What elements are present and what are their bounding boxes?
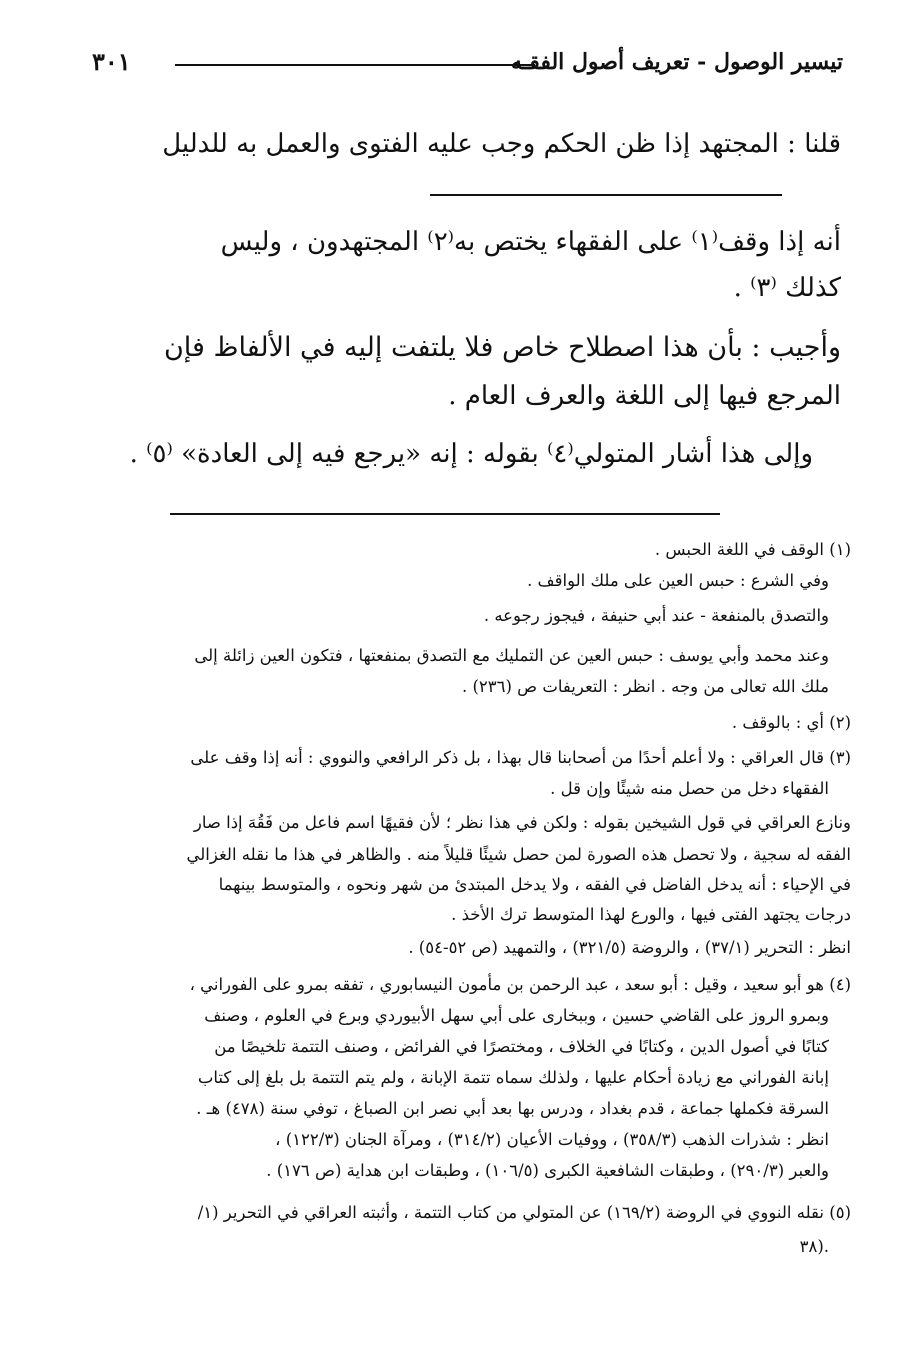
footnote-5-line-1: (٥) نقله النووي في الروضة (١٦٩/٢) عن المتولي من كتاب التتمة ، وأثبته العراقي في التحرير (١/: [197, 1203, 851, 1222]
footnote-1-line-3: والتصدق بالمنفعة - عند أبي حنيفة ، فيجوز رجوعه .: [483, 606, 829, 625]
footnote-2-line-1: (٢) أي : بالوقف .: [731, 713, 851, 732]
footnote-3-line-1: (٣) قال العراقي : ولا أعلم أحدًا من أصحابنا قال بهذا ، بل ذكر الرافعي والنووي : أنه إذا وقف على: [190, 748, 851, 767]
footnote-3-line-4: الفقه له سجية ، ولا تحصل هذه الصورة لمن حصل شيئًا قليلاً منه . والظاهر في هذا ما نقله الغزالي: [186, 845, 851, 864]
footnote-1-line-1: (١) الوقف في اللغة الحبس .: [654, 540, 851, 559]
footnote-3-line-2: الفقهاء دخل من حصل منه شيئًا وإن قل .: [550, 779, 829, 798]
footnote-4-line-7: والعبر (٢٩٠/٣) ، وطبقات الشافعية الكبرى (١٠٦/٥) ، وطبقات ابن هداية (ص ١٧٦) .: [266, 1161, 829, 1180]
footnote-4-line-1: (٤) هو أبو سعيد ، وقيل : أبو سعد ، عبد الرحمن بن مأمون النيسابوري ، تفقه بمرو على الفوراني ،: [189, 975, 851, 994]
footnote-1-line-5: ملك الله تعالى من وجه . انظر : التعريفات ص (٢٣٦) .: [461, 677, 829, 696]
main-text-line-2: أنه إذا وقف⁽١⁾ على الفقهاء يختص به⁽٢⁾ المجتهدون ، وليس: [220, 227, 841, 257]
footnote-3-line-7: انظر : التحرير (٣٧/١) ، والروضة (٣٢١/٥) ، والتمهيد (ص ٥٢-٥٤) .: [408, 938, 851, 957]
footnote-3-line-5: في الإحياء : أنه يدخل الفاضل في الفقه ، ولا يدخل المبتدئ من شهر ونحوه ، والمتوسط بينهما: [218, 875, 851, 894]
footnote-4-line-2: وبمرو الروز على القاضي حسين ، وببخارى على أبي سهل الأبيوردي وبرع في العلوم ، وصنف: [204, 1006, 829, 1025]
footnote-4-line-4: إبانة الفوراني مع زيادة أحكام عليها ، ولذلك سماه تتمة الإبانة ، ولم يتم التتمة بل بلغ إلى كتاب: [197, 1068, 829, 1087]
running-header-title: تيسير الوصول - تعريف أصول الفقـه: [510, 49, 843, 75]
footnote-4-line-3: كتابًا في أصول الدين ، وكتابًا في الخلاف ، ومختصرًا في الفرائض ، وصنف التتمة تلخيصًا من: [214, 1037, 829, 1056]
footnote-separator: [170, 513, 720, 515]
footnote-3-line-3: ونازع العراقي في قول الشيخين بقوله : ولكن في هذا نظر ؛ لأن فقيهًا اسم فاعل من فَقُهَ إذا صار: [193, 813, 851, 832]
footnote-4-line-6: انظر : شذرات الذهب (٣٥٨/٣) ، ووفيات الأعيان (٣١٤/٢) ، ومرآة الجنان (١٢٢/٣) ،: [275, 1130, 829, 1149]
footnote-3-line-6: درجات يجتهد الفتى فيها ، والورع لهذا المتوسط ترك الأخذ .: [451, 905, 851, 924]
main-text-line-6: وإلى هذا أشار المتولي⁽٤⁾ بقوله : إنه «يرجع فيه إلى العادة» ⁽٥⁾ .: [129, 439, 813, 469]
footnote-5-line-2: ٣٨).: [799, 1237, 829, 1256]
main-text-line-4: وأجيب : بأن هذا اصطلاح خاص فلا يلتفت إليه في الألفاظ فإن: [163, 332, 841, 363]
footnote-4-line-5: السرقة فكملها جماعة ، قدم بغداد ، ودرس بها بعد أبي نصر ابن الصباغ ، توفي سنة (٤٧٨) هـ .: [196, 1099, 829, 1118]
page-number: ٣٠١: [92, 47, 131, 76]
main-text-line-3: كذلك ⁽٣⁾ .: [733, 273, 841, 303]
main-text-line-1: قلنا : المجتهد إذا ظن الحكم وجب عليه الفتوى والعمل به للدليل: [162, 129, 841, 159]
section-rule: [430, 194, 782, 196]
main-text-line-5: المرجع فيها إلى اللغة والعرف العام .: [448, 381, 841, 411]
header-rule: [175, 64, 535, 66]
footnote-1-line-2: وفي الشرع : حبس العين على ملك الواقف .: [527, 571, 829, 590]
footnote-1-line-4: وعند محمد وأبي يوسف : حبس العين عن التمليك مع التصدق بمنفعتها ، فتكون العين زائلة إلى: [194, 646, 829, 665]
